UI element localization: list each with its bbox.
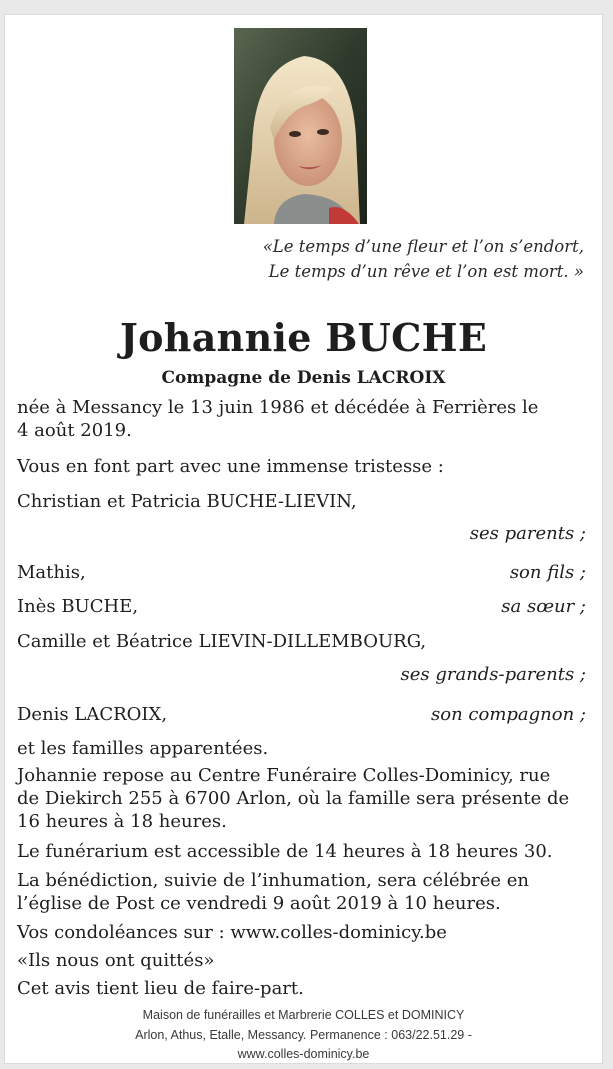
family-member-relation: son fils ;: [509, 562, 586, 583]
footer-line: Arlon, Athus, Etalle, Messancy. Permanence : 063/22.51.29 -: [135, 1027, 472, 1042]
relatives-text: et les familles apparentées.: [17, 738, 269, 759]
deceased-name: Johannie BUCHE: [119, 315, 488, 360]
partner-subtitle: Compagne de Denis LACROIX: [161, 368, 446, 388]
poem-quote: [164, 234, 584, 284]
family-member-name: Denis LACROIX,: [17, 704, 168, 725]
family-member-relation: sa sœur ;: [501, 596, 586, 617]
family-member-name: Inès BUCHE,: [17, 596, 139, 617]
portrait-photo: [234, 28, 367, 224]
tag-text: «Ils nous ont quittés»: [17, 950, 215, 971]
birth-death-line: 4 août 2019.: [17, 420, 132, 441]
family-member-name: Camille et Béatrice LIEVIN-DILLEMBOURG,: [17, 631, 427, 652]
condolences-text: Vos condoléances sur : www.colles-dominicy.be: [17, 922, 447, 943]
ceremony-line: La bénédiction, suivie de l’inhumation, sera célébrée en: [17, 870, 529, 891]
obituary-card: [4, 14, 603, 1064]
footer-line: Maison de funérailles et Marbrerie COLLES et DOMINICY: [142, 1008, 465, 1022]
repose-line: Johannie repose au Centre Funéraire Colles-Dominicy, rue: [17, 765, 551, 786]
family-member-name: Christian et Patricia BUCHE-LIEVIN,: [17, 491, 357, 512]
footer-line: www.colles-dominicy.be: [237, 1047, 370, 1061]
poem-line: «Le temps d’une fleur et l’on s’endort,: [262, 237, 584, 256]
announcement-text: Vous en font part avec une immense tristesse :: [17, 456, 444, 477]
funeral-home-footer: [5, 1006, 602, 1065]
family-member-relation: ses grands-parents ;: [400, 664, 586, 685]
notice-text: Cet avis tient lieu de faire-part.: [17, 978, 304, 999]
birth-death-line: née à Messancy le 13 juin 1986 et décédée à Ferrières le: [17, 397, 539, 418]
family-member-name: Mathis,: [17, 562, 86, 583]
family-member-relation: ses parents ;: [469, 523, 586, 544]
funerarium-text: Le funérarium est accessible de 14 heures à 18 heures 30.: [17, 841, 553, 862]
family-member-relation: son compagnon ;: [431, 704, 586, 725]
ceremony-line: l’église de Post ce vendredi 9 août 2019 à 10 heures.: [17, 893, 501, 914]
poem-line: Le temps d’un rêve et l’on est mort. »: [268, 262, 584, 281]
repose-line: de Diekirch 255 à 6700 Arlon, où la famille sera présente de: [17, 788, 570, 809]
repose-line: 16 heures à 18 heures.: [17, 811, 227, 832]
portrait-image: [234, 28, 367, 224]
